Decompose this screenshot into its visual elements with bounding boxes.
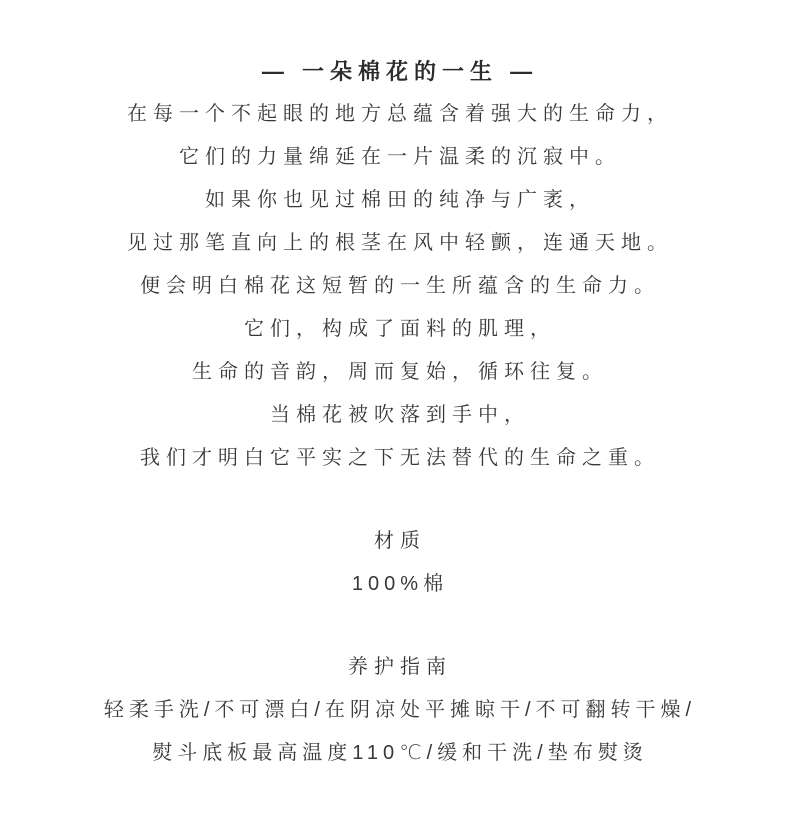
poem-line: 当棉花被吹落到手中， [270,404,530,426]
poem-line: 我们才明白它平实之下无法替代的生命之重。 [140,447,660,469]
care-heading: 养护指南 [348,656,452,678]
poem-title: — 一朵棉花的一生 — [261,59,539,84]
materials-value: 100%棉 [351,573,449,595]
poem-line: 生命的音韵，周而复始，循环往复。 [192,361,608,383]
care-line: 轻柔手洗/不可漂白/在阴凉处平摊晾干/不可翻转干燥/ [103,699,697,721]
care-section [0,646,800,775]
materials-section [0,520,800,606]
care-line: 熨斗底板最高温度110℃/缓和干洗/垫布熨烫 [152,742,648,764]
poem-line: 在每一个不起眼的地方总蕴含着强大的生命力， [127,103,673,125]
poem-line: 如果你也见过棉田的纯净与广袤， [205,189,595,211]
poem-line: 它们的力量绵延在一片温柔的沉寂中。 [179,146,621,168]
poem-line: 便会明白棉花这短暂的一生所蕴含的生命力。 [140,275,660,297]
poem-line: 见过那笔直向上的根茎在风中轻颤，连通天地。 [127,232,673,254]
poem-section [0,50,800,480]
materials-heading: 材质 [374,530,426,552]
poem-line: 它们，构成了面料的肌理， [244,318,556,340]
